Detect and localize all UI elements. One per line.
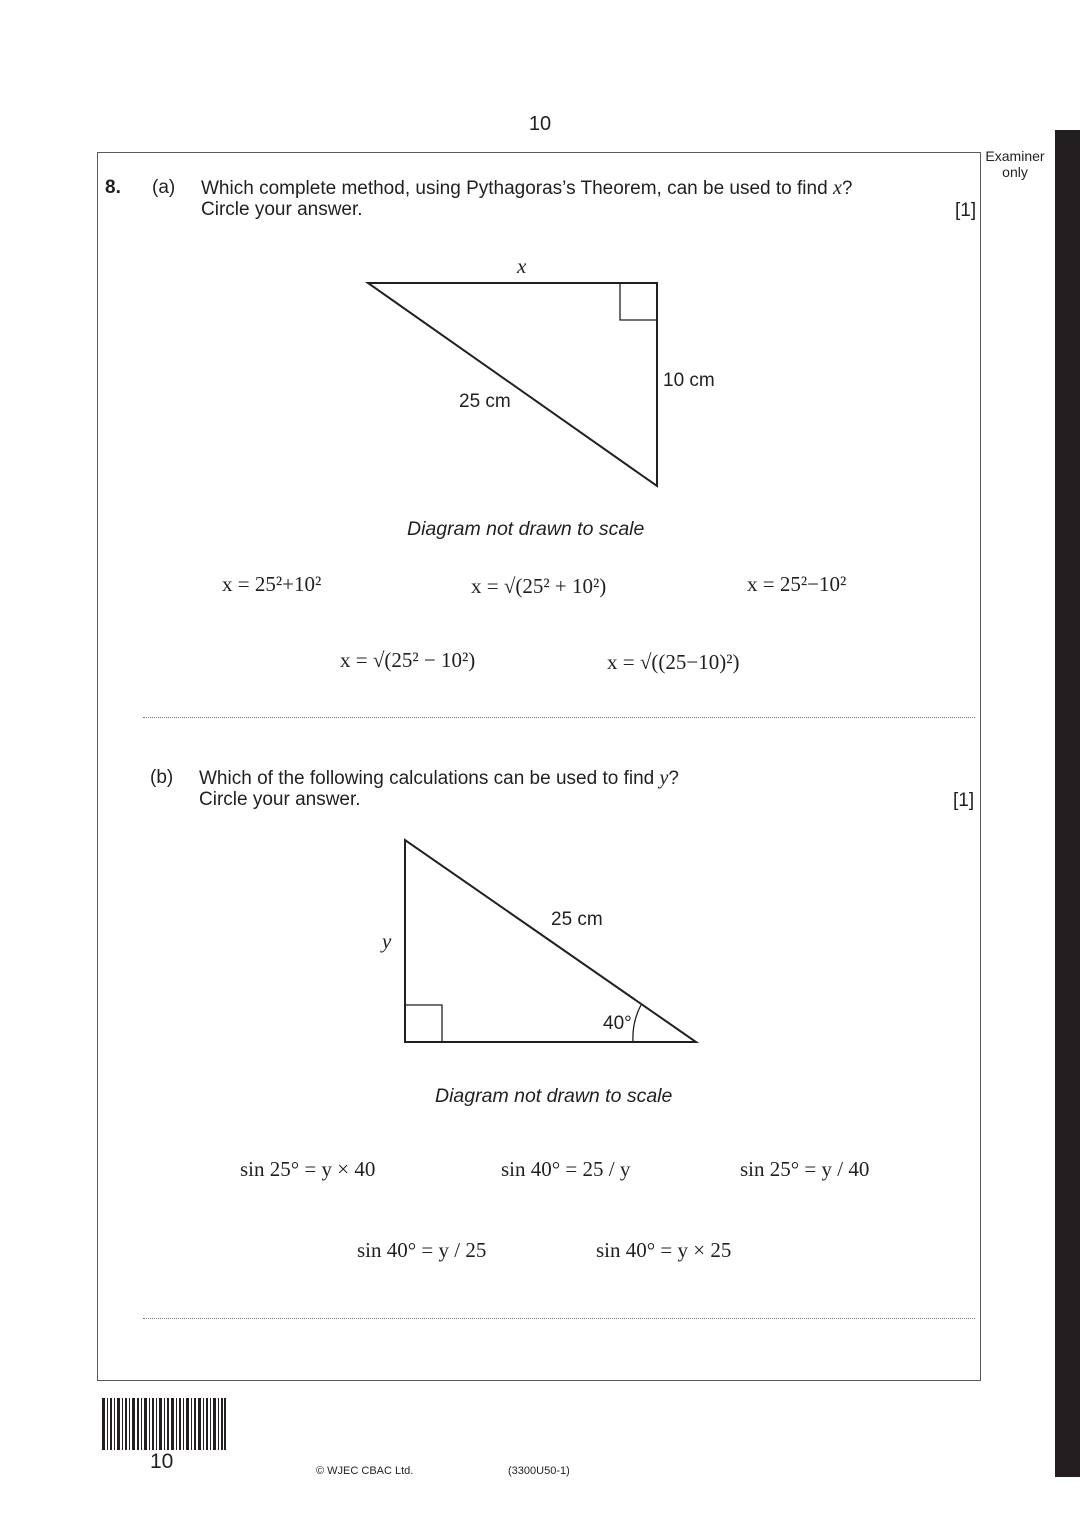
diagram-a-label-side: 10 cm	[663, 370, 715, 391]
paper-code: (3300U50-1)	[508, 1465, 570, 1477]
option-b2[interactable]: sin 40° = 25 / y	[501, 1157, 631, 1181]
diagram-b-caption: Diagram not drawn to scale	[435, 1085, 673, 1107]
part-a-variable: x	[832, 177, 842, 199]
part-b-marks: [1]	[953, 790, 975, 811]
diagram-a-caption: Diagram not drawn to scale	[407, 518, 645, 540]
diagram-b-label-hypotenuse: 25 cm	[551, 909, 603, 930]
answer-line-b	[143, 1318, 975, 1319]
part-a-instruction: Circle your answer.	[201, 199, 363, 220]
option-a4[interactable]: x = √(25² − 10²)	[340, 648, 476, 672]
part-b-text-end: ?	[668, 768, 679, 789]
diagram-b-label-angle: 40°	[603, 1013, 632, 1034]
option-a3[interactable]: x = 25²−10²	[747, 572, 847, 596]
option-a2[interactable]: x = √(25² + 10²)	[471, 574, 607, 598]
option-b1[interactable]: sin 25° = y × 40	[240, 1157, 376, 1181]
part-a-label: (a)	[152, 177, 176, 198]
part-b-instruction: Circle your answer.	[199, 789, 361, 810]
part-b-label: (b)	[150, 767, 174, 788]
diagram-b-label-y: y	[382, 929, 392, 953]
footer-page-number: 10	[150, 1450, 174, 1473]
option-b3[interactable]: sin 25° = y / 40	[740, 1157, 870, 1181]
triangle-b-outline	[405, 840, 696, 1042]
copyright: © WJEC CBAC Ltd.	[316, 1465, 414, 1477]
question-number: 8.	[105, 177, 121, 198]
diagram-a-label-hypotenuse: 25 cm	[459, 391, 511, 412]
page-number: 10	[528, 113, 552, 135]
part-a-text-start: Which complete method, using Pythagoras’s Theorem, can be used to find	[201, 178, 833, 199]
option-b5[interactable]: sin 40° = y × 25	[596, 1238, 732, 1262]
option-a5[interactable]: x = √((25−10)²)	[607, 650, 740, 674]
barcode	[102, 1398, 226, 1450]
part-b-text-start: Which of the following calculations can be used to find	[199, 768, 660, 789]
right-angle-marker-b	[405, 1005, 442, 1042]
angle-arc-b	[633, 1005, 641, 1042]
option-b4[interactable]: sin 40° = y / 25	[357, 1238, 487, 1262]
part-b-variable: y	[659, 767, 669, 789]
part-a-marks: [1]	[955, 200, 977, 221]
part-a-text-end: ?	[841, 178, 853, 199]
diagram-a-label-x: x	[517, 254, 527, 278]
option-a1[interactable]: x = 25²+10²	[222, 572, 322, 596]
examiner-only-label: Examiner only	[985, 148, 1045, 180]
